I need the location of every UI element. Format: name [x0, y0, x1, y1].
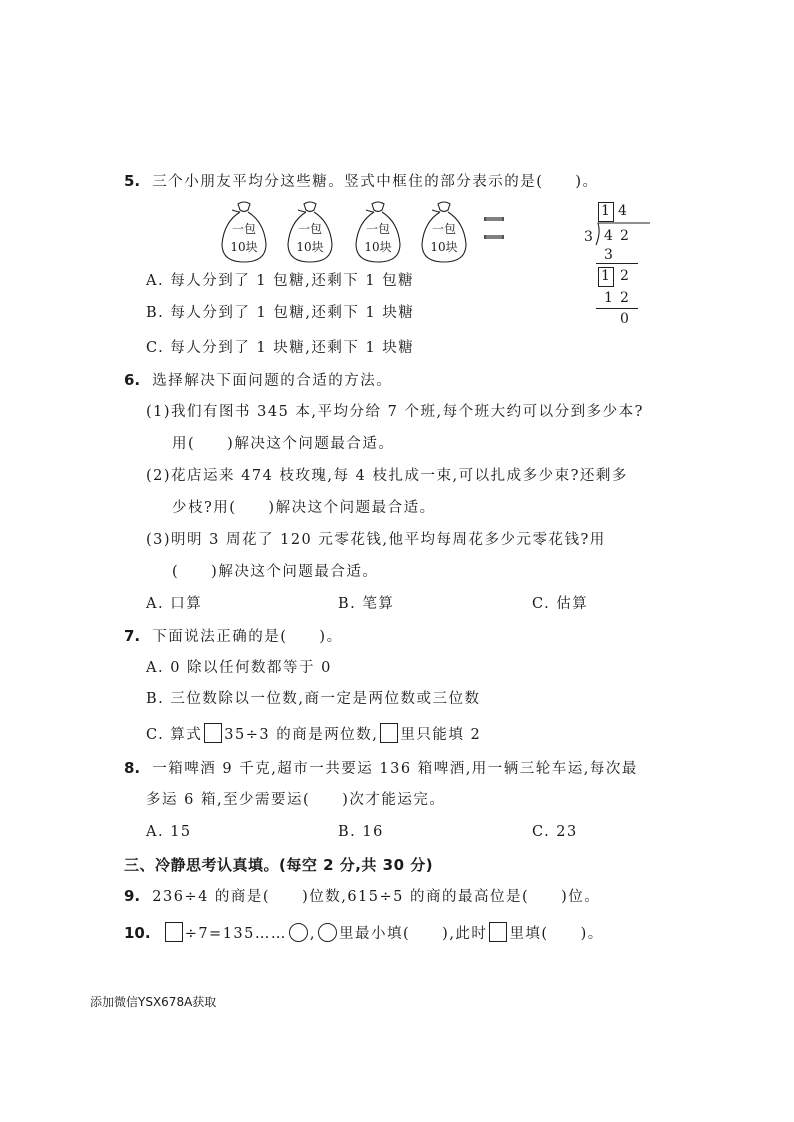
question-number: 7. [124, 627, 141, 645]
option-a[interactable]: A. 15 [146, 824, 192, 840]
option-a[interactable]: A. 口算 [146, 596, 203, 612]
question-text: 选择解决下面问题的合适的方法。 [152, 373, 393, 389]
section-heading: 三、冷静思考认真填。(每空 2 分,共 30 分) [124, 856, 434, 874]
question-8-blank[interactable]: 多运 6 箱,至少需要运( )次才能运完。 [146, 792, 446, 808]
quotient-digit: 4 [618, 203, 627, 219]
division-rule [596, 263, 638, 264]
blank-box [489, 922, 507, 942]
sub-question-1: (1)我们有图书 345 本,平均分给 7 个班,每个班大约可以分到多少本? [146, 404, 644, 420]
question-8 [124, 758, 638, 779]
sub-question-3: (3)明明 3 周花了 120 元零花钱,他平均每周花多少元零花钱?用 [146, 532, 606, 548]
sub-question-3-blank[interactable]: ( )解决这个问题最合适。 [172, 564, 379, 580]
question-number: 8. [124, 759, 141, 777]
subtraction-digit: 2 [620, 290, 629, 306]
option-a[interactable]: A. 0 除以任何数都等于 0 [146, 660, 332, 676]
option-b[interactable]: B. 笔算 [338, 596, 395, 612]
bag-label-top: 一包 [431, 222, 456, 236]
blank-box [165, 922, 183, 942]
question-number: 5. [124, 172, 141, 190]
question-text: 下面说法正确的是( )。 [152, 629, 343, 645]
bag-label-top: 一包 [231, 222, 256, 236]
q10-text-2: 里填( )。 [509, 926, 604, 942]
q10-text-1: 里最小填( ),此时 [339, 926, 488, 942]
candy-bag [284, 200, 336, 264]
blank-circle [318, 923, 337, 942]
final-remainder: 0 [620, 311, 629, 327]
question-text: 236÷4 的商是( )位数,615÷5 的商的最高位是( )位。 [152, 889, 601, 905]
option-c-expression: 35÷3 的商是两位数, [224, 727, 379, 743]
sub-question-1-blank[interactable]: 用( )解决这个问题最合适。 [172, 436, 395, 452]
remainder-digit: 2 [620, 268, 629, 284]
option-c[interactable]: C. 23 [532, 824, 578, 840]
blank-box [380, 723, 398, 743]
bag-label-top: 一包 [365, 222, 390, 236]
option-c-tail: 里只能填 2 [400, 727, 482, 743]
bag-label-top: 一包 [297, 222, 322, 236]
option-b[interactable]: B. 16 [338, 824, 384, 840]
candy-bag [418, 200, 470, 264]
quotient-digit: 1 [601, 203, 610, 219]
candy-bags-illustration [218, 200, 508, 266]
question-number: 6. [124, 371, 141, 389]
dividend-digit: 2 [620, 228, 629, 244]
option-c[interactable]: C. 每人分到了 1 块糖,还剩下 1 块糖 [146, 340, 415, 356]
long-division [582, 200, 652, 330]
question-9[interactable] [124, 886, 600, 907]
bag-label-bottom: 10块 [364, 240, 392, 254]
divisor: 3 [584, 229, 593, 245]
candy-bag [352, 200, 404, 264]
subtraction-value: 3 [604, 247, 613, 263]
option-a[interactable]: A. 每人分到了 1 包糖,还剩下 1 包糖 [146, 273, 415, 289]
candy-bag [218, 200, 270, 264]
option-b[interactable]: B. 每人分到了 1 包糖,还剩下 1 块糖 [146, 305, 415, 321]
remainder-digit: 1 [601, 268, 610, 284]
sub-question-2-blank[interactable]: 少枝?用( )解决这个问题最合适。 [172, 500, 436, 516]
bag-label-bottom: 10块 [230, 240, 258, 254]
q10-expression: ÷7=135…… [184, 926, 287, 942]
footer-note: 添加微信YSX678A获取 [90, 995, 217, 1009]
question-number: 10. [124, 924, 151, 942]
question-text: 一箱啤酒 9 千克,超市一共要运 136 箱啤酒,用一辆三轮车运,每次最 [152, 761, 638, 777]
dividend-digit: 4 [604, 228, 613, 244]
question-7 [124, 626, 343, 647]
option-c[interactable] [146, 723, 481, 745]
blank-circle [289, 923, 308, 942]
bag-label-bottom: 10块 [430, 240, 458, 254]
option-c-label: C. 算式 [146, 727, 203, 743]
loose-candy-icon [482, 214, 506, 244]
option-b[interactable]: B. 三位数除以一位数,商一定是两位数或三位数 [146, 691, 481, 707]
question-number: 9. [124, 887, 141, 905]
sub-question-2: (2)花店运来 474 枝玫瑰,每 4 枝扎成一束,可以扎成多少束?还剩多 [146, 468, 628, 484]
question-text: 三个小朋友平均分这些糖。竖式中框住的部分表示的是( )。 [152, 174, 599, 190]
division-rule [596, 308, 638, 309]
blank-box [204, 723, 222, 743]
q10-comma: , [309, 926, 316, 942]
question-5 [124, 171, 599, 192]
question-6 [124, 370, 392, 391]
question-10[interactable] [124, 922, 604, 944]
bag-label-bottom: 10块 [296, 240, 324, 254]
option-c[interactable]: C. 估算 [532, 596, 589, 612]
subtraction-digit: 1 [604, 290, 613, 306]
